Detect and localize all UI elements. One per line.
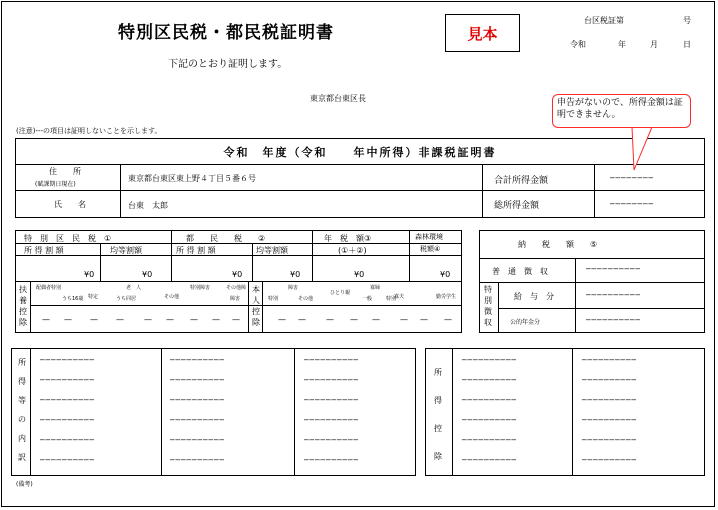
deduction-dash: —	[350, 315, 358, 324]
hdr-b-widower: 寡夫	[394, 294, 405, 300]
breakdown-dash-line: __________	[304, 351, 359, 361]
payment-header: 納 税 額 ⑤	[518, 240, 598, 249]
issuer: 東京都台東区長	[310, 94, 366, 103]
income-levy-label-2: 所 得 割 額	[176, 246, 216, 255]
payment-table	[479, 230, 705, 333]
breakdown-dash-line: __________	[40, 411, 95, 421]
deduction-dash: —	[190, 315, 198, 324]
breakdown-dash-line: __________	[582, 431, 637, 441]
deduction-dash: —	[420, 315, 428, 324]
deduction-dash: —	[232, 315, 240, 324]
name-label: 氏 名	[54, 200, 86, 209]
callout-bubble	[552, 94, 691, 128]
deduction-dash: —	[212, 315, 220, 324]
hdr-b-single: ひとり親	[330, 290, 351, 296]
value-1: ¥0	[84, 270, 95, 279]
gross-income-value: ________	[610, 195, 654, 205]
equal-levy-label-2: 均等割額	[256, 246, 288, 255]
salary-value: __________	[586, 286, 641, 296]
hdr-b-widow: 寡婦	[370, 285, 381, 291]
breakdown-dash-line: __________	[304, 451, 359, 461]
deduction-dash: —	[116, 315, 124, 324]
total-income-value: ________	[610, 169, 654, 179]
certificate-heading: 令和 年度（令和 年中所得）非課税証明書	[15, 138, 705, 165]
breakdown-dash-line: __________	[40, 391, 95, 401]
col1-header: 特 別 区 民 税 ①	[24, 234, 112, 243]
date-era: 令和	[570, 40, 586, 49]
deduction-dash: —	[166, 315, 174, 324]
value-3: ¥0	[232, 270, 243, 279]
hdr-under16: うち16歳	[62, 296, 84, 302]
address-value: 東京都台東区東上野４丁目５番６号	[128, 174, 256, 183]
hdr-b-disability: 障害	[288, 285, 299, 291]
salary-label: 給 与 分	[514, 292, 554, 301]
deduction-dash: —	[90, 315, 98, 324]
pension-value: __________	[586, 311, 641, 321]
name-value: 台東 太郎	[128, 201, 168, 210]
self-deduction-label: 本 人 控 除	[252, 285, 260, 327]
tax-amount-table	[15, 230, 462, 333]
breakdown-dash-line: __________	[462, 411, 517, 421]
breakdown-dash-line: __________	[582, 391, 637, 401]
breakdown-dash-line: __________	[40, 431, 95, 441]
col4-sub: 税額④	[420, 245, 441, 253]
total-income-label: 合計所得金額	[494, 176, 549, 186]
special-collection-label: 特 別 徴 収	[484, 285, 492, 327]
breakdown-dash-line: __________	[462, 391, 517, 401]
breakdown-dash-line: __________	[304, 391, 359, 401]
equal-levy-label-1: 均等割額	[110, 246, 142, 255]
deduction-label: 所 得 控 除	[434, 368, 442, 461]
hdr-b-student: 勤労学生	[436, 294, 457, 300]
deduction-dash: —	[144, 315, 152, 324]
breakdown-dash-line: __________	[462, 451, 517, 461]
breakdown-dash-line: __________	[462, 351, 517, 361]
deduction-breakdown	[425, 348, 705, 476]
date-day: 日	[683, 40, 691, 49]
breakdown-label: 所 得 等 の 内 訳	[18, 358, 26, 462]
breakdown-dash-line: __________	[462, 371, 517, 381]
normal-collection-label: 普 通 徴 収	[492, 267, 548, 276]
deduction-dash: —	[444, 315, 452, 324]
hdr-b-special: 特別	[268, 296, 279, 302]
hdr-cohabit: うち同居	[116, 296, 137, 302]
breakdown-dash-line: __________	[304, 411, 359, 421]
sample-stamp: 見本	[445, 14, 520, 52]
income-levy-label-1: 所 得 割 額	[24, 246, 64, 255]
breakdown-dash-line: __________	[40, 351, 95, 361]
breakdown-dash-line: __________	[170, 451, 225, 461]
cert-number-suffix: 号	[683, 16, 691, 25]
value-4: ¥0	[290, 270, 301, 279]
hdr-b-general: 一般	[362, 296, 373, 302]
value-2: ¥0	[142, 270, 153, 279]
breakdown-dash-line: __________	[170, 371, 225, 381]
breakdown-dash-line: __________	[582, 411, 637, 421]
value-5: ¥0	[354, 270, 365, 279]
address-sub-label: (賦課期日現在)	[35, 181, 76, 188]
breakdown-dash-line: __________	[40, 451, 95, 461]
hdr-other: その他	[164, 294, 180, 300]
deduction-dash: —	[64, 315, 72, 324]
date-year: 年	[618, 40, 626, 49]
col3-sub: (①＋②)	[338, 246, 367, 255]
subtitle: 下記のとおり証明します。	[168, 59, 288, 70]
income-breakdown	[11, 348, 416, 476]
address-label: 住 所	[49, 167, 81, 176]
col2-header: 都 民 税 ②	[186, 234, 266, 243]
deduction-dash: —	[400, 315, 408, 324]
breakdown-dash-line: __________	[582, 451, 637, 461]
cert-number-label: 台区税証第	[584, 16, 624, 25]
breakdown-dash-line: __________	[582, 371, 637, 381]
breakdown-dash-line: __________	[170, 351, 225, 361]
col3-header: 年 税 額③	[324, 234, 372, 243]
deduction-dash: —	[372, 315, 380, 324]
hdr-b-special2: 特別	[386, 296, 397, 302]
hdr-b-other: その他	[298, 296, 314, 302]
breakdown-dash-line: __________	[462, 431, 517, 441]
deduction-dash: —	[298, 315, 306, 324]
hdr-special-disability: 特別障害	[190, 285, 211, 291]
note: (注意)---の項目は証明しないことを示します。	[16, 127, 162, 135]
hdr-elderly: 老 人	[126, 285, 142, 291]
hdr-other-disability: その他障	[226, 285, 247, 291]
deduction-dash: —	[278, 315, 286, 324]
breakdown-dash-line: __________	[170, 391, 225, 401]
hdr-specific: 特定	[88, 294, 99, 300]
remarks: (備考)	[16, 481, 33, 488]
deduction-dash: —	[42, 315, 50, 324]
callout-pointer	[600, 126, 660, 174]
breakdown-dash-line: __________	[170, 411, 225, 421]
breakdown-dash-line: __________	[582, 351, 637, 361]
hdr-disability: 障害	[230, 296, 241, 302]
dependent-deduction-label: 扶 養 控 除	[19, 285, 27, 327]
breakdown-dash-line: __________	[40, 371, 95, 381]
value-6: ¥0	[440, 270, 451, 279]
callout-text: 申告がないので、所得金額は証明できません。	[557, 98, 683, 120]
breakdown-dash-line: __________	[304, 371, 359, 381]
pension-label: 公的年金分	[510, 319, 541, 326]
gross-income-label: 総所得金額	[494, 201, 540, 211]
col4-header: 森林環境	[415, 233, 443, 241]
breakdown-dash-line: __________	[170, 431, 225, 441]
page-title: 特別区民税・都民税証明書	[118, 23, 334, 43]
hdr-spouse: 配偶者特別	[36, 285, 62, 291]
breakdown-dash-line: __________	[304, 431, 359, 441]
date-month: 月	[650, 40, 658, 49]
normal-collection-value: __________	[586, 260, 641, 270]
deduction-dash: —	[326, 315, 334, 324]
